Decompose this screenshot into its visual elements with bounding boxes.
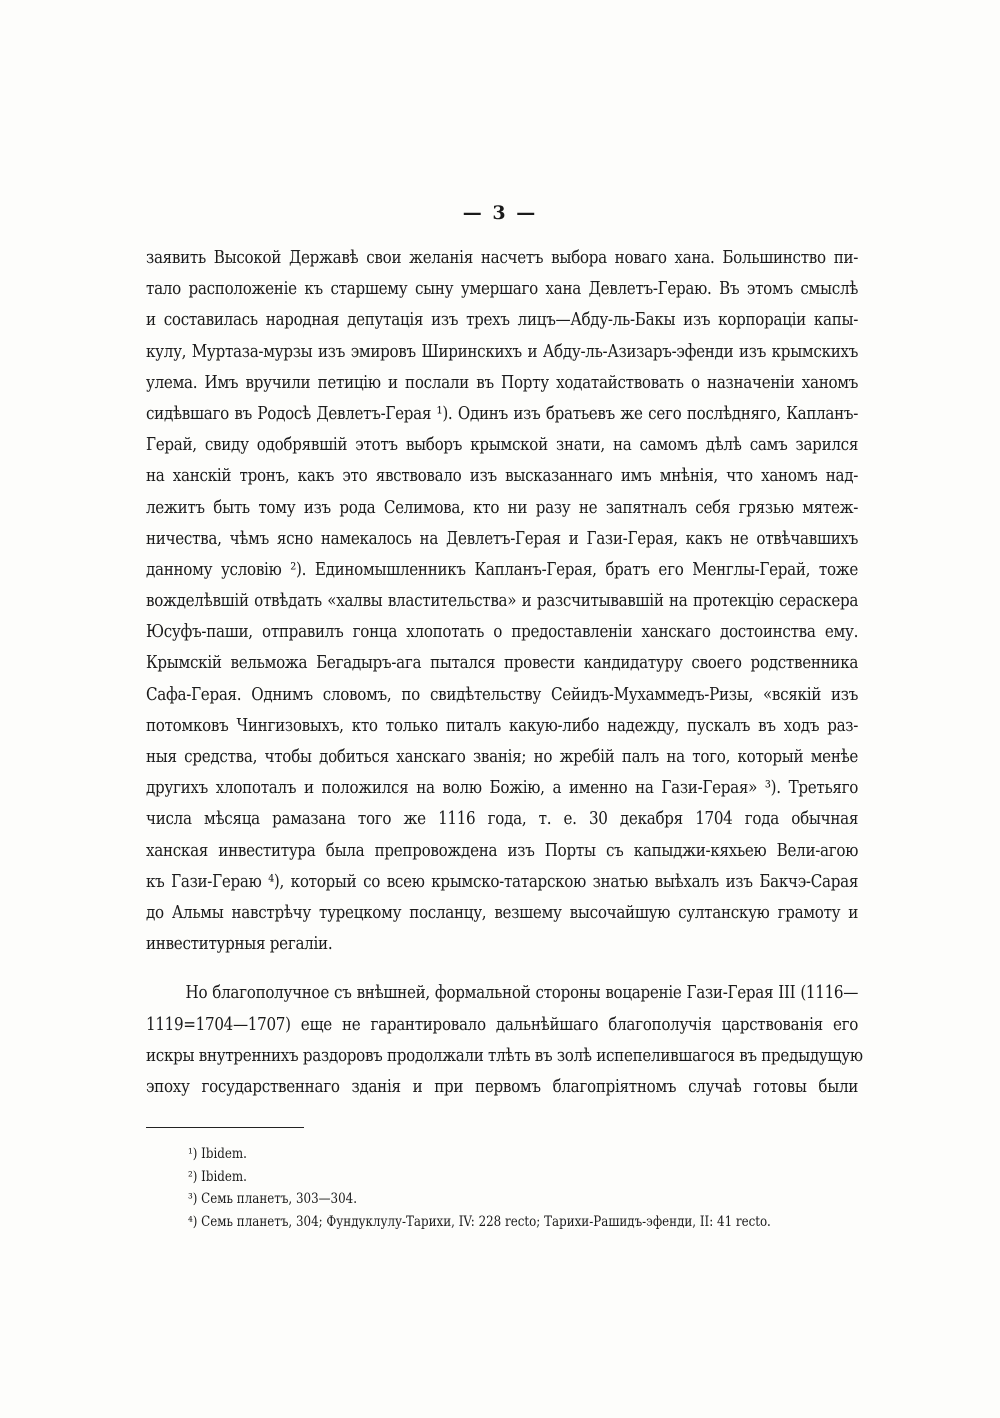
footnote-mark: ⁴) xyxy=(188,1213,198,1230)
text-line: инвеститурныя регаліи. xyxy=(146,934,333,955)
text-line: данному условію ²). Единомышленникъ Капланъ-Герая, братъ его Менглы-Герай, тоже xyxy=(146,559,859,580)
text-line: кулу, Муртаза-мурзы изъ эмировъ Ширинскихъ и Абду-ль-Азизаръ-эфенди изъ крымскихъ xyxy=(146,341,859,362)
paragraph-gap xyxy=(146,960,858,978)
text-line: тало расположеніе къ старшему сыну умершаго хана Девлетъ-Гераю. Въ этомъ смыслѣ xyxy=(146,279,859,300)
page-number: — 3 — xyxy=(462,202,538,224)
text-line: Но благополучное съ внѣшней, формальной стороны воцареніе Гази-Герая III (1116— xyxy=(185,983,859,1004)
footnote-mark: ³) xyxy=(188,1191,198,1207)
footnote-divider xyxy=(146,1127,304,1128)
text-line: заявить Высокой Державѣ свои желанія насчетъ выбора новаго хана. Большинство пи- xyxy=(146,248,859,268)
text-line: ничества, чѣмъ ясно намекалось на Девлетъ-Герая и Гази-Герая, какъ не отвѣчавшихъ xyxy=(146,528,859,549)
footnote-mark: ¹) xyxy=(188,1146,198,1162)
text-line: Сафа-Герая. Однимъ словомъ, по свидѣтельству Сейидъ-Мухаммедъ-Ризы, «всякій изъ xyxy=(146,684,859,705)
footnote-text: Семь планетъ, 303—304. xyxy=(197,1191,357,1207)
text-line: другихъ хлопоталъ и положился на волю Божію, а именно на Гази-Герая» ³). Третьяго xyxy=(146,778,859,799)
text-line: вожделѣвшій отвѣдать «халвы властительства» и разсчитывавшій на протекцію сераскера xyxy=(146,591,859,612)
text-line: потомковъ Чингизовыхъ, кто только питалъ какую-либо надежду, пускалъ въ ходъ раз- xyxy=(146,715,859,736)
text-line: ныя средства, чтобы добиться ханскаго званія; но жребій палъ на того, который менѣе xyxy=(146,747,859,767)
footnotes xyxy=(188,1143,858,1233)
text-line: лежитъ быть тому изъ рода Селимова, кто ни разу не запятналъ себя грязью мятеж- xyxy=(146,497,859,518)
text-line: до Альмы навстрѣчу турецкому посланцу, везшему высочайшую султанскую грамоту и xyxy=(146,902,859,923)
text-line: къ Гази-Гераю ⁴), который со всею крымско-татарскою знатью выѣхалъ изъ Бакчэ-Сарая xyxy=(146,871,859,892)
text-line: на ханскій тронъ, какъ это явствовало изъ высказаннаго имъ мнѣнія, что ханомъ над- xyxy=(146,466,859,487)
footnote-4 xyxy=(188,1211,778,1234)
footnote-text: Ibidem. xyxy=(197,1146,247,1162)
text-line: эпоху государственнаго зданія и при первомъ благопріятномъ случаѣ готовы были xyxy=(146,1076,859,1097)
text-line: ханская инвеститура была препровождена изъ Порты съ капыджи-кяхьею Вели-агою xyxy=(146,840,859,861)
text-line: числа мѣсяца рамазана того же 1116 года, т. е. 30 декабря 1704 года обычная xyxy=(146,809,859,830)
footnote-3 xyxy=(188,1188,778,1211)
footnote-1 xyxy=(188,1143,778,1166)
text-line: и составилась народная депутація изъ трехъ лицъ—Абду-ль-Бакы изъ корпораціи капы- xyxy=(146,310,859,331)
text-line: Юсуфъ-паши, отправилъ гонца хлопотать о предоставленіи ханскаго достоинства ему. xyxy=(146,622,859,643)
text-line: сидѣвшаго въ Родосѣ Девлетъ-Герая ¹). Одинъ изъ братьевъ же сего послѣдняго, Капланъ- xyxy=(146,403,859,424)
footnote-2 xyxy=(188,1166,778,1189)
paragraph-2 xyxy=(146,978,863,1103)
text-line: улема. Имъ вручили петицію и послали въ Порту ходатайствовать о назначеніи ханомъ xyxy=(146,372,859,393)
text-line: Герай, свиду одобрявшій этотъ выборъ крымской знати, на самомъ дѣлѣ самъ зарился xyxy=(146,435,859,456)
text-line: Крымскій вельможа Бегадыръ-ага пытался провести кандидатуру своего родственника xyxy=(146,653,859,674)
footnote-text: Ibidem. xyxy=(197,1168,247,1185)
paragraph-1 xyxy=(146,243,858,960)
text-line: 1119=1704—1707) еще не гарантировало дальнѣйшаго благополучія царствованія его xyxy=(146,1014,859,1035)
footnote-mark: ²) xyxy=(188,1168,198,1185)
footnote-text: Семь планетъ, 304; Фундуклулу-Тарихи, IV: 228 recto; Тарихи-Рашидъ-эфенди, II: 41 recto. xyxy=(197,1213,771,1230)
text-line: искры внутреннихъ раздоровъ продолжали тлѣть въ золѣ испепелившагося въ предыдущую xyxy=(146,1045,863,1066)
body-text xyxy=(146,243,863,1103)
